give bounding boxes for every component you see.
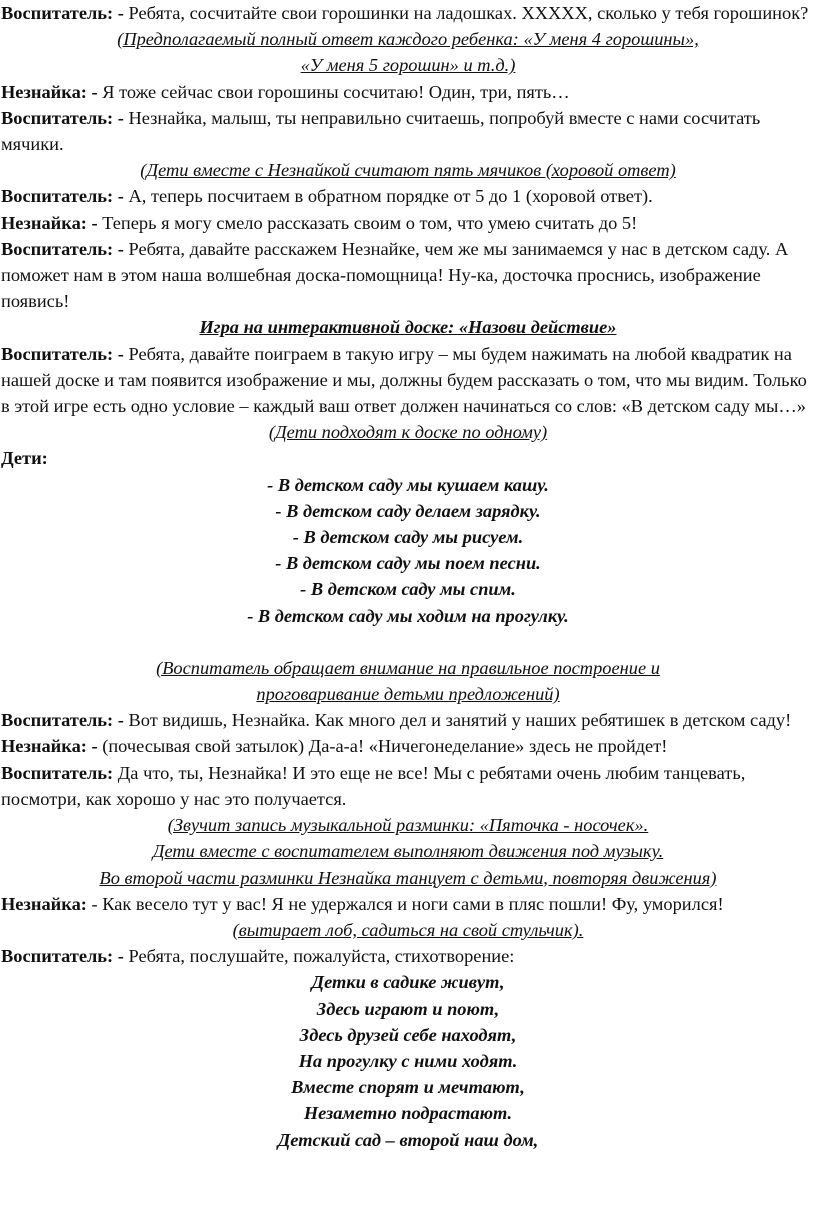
paragraph — [1, 943, 815, 969]
poem-line: Здесь друзей себе находят, — [299, 1024, 517, 1045]
kids-answer: - В детском саду мы спим. — [300, 579, 516, 600]
paragraph — [1, 79, 815, 105]
speaker-label: Воспитатель: - — [1, 3, 129, 23]
paragraph-text: А, теперь посчитаем в обратном порядке от 5 до 1 (хоровой ответ). — [128, 186, 653, 207]
paragraph — [1, 210, 815, 236]
poem-line: Здесь играют и поют, — [316, 998, 500, 1019]
speaker-label: Воспитатель: - — [1, 107, 129, 128]
kids-answer: - В детском саду мы ходим на прогулку. — [247, 605, 569, 626]
stage-note: (Дети подходят к доске по одному) — [268, 422, 548, 443]
speaker-label: Незнайка: — [1, 893, 87, 914]
poem-line: Незаметно подрастают. — [303, 1103, 513, 1124]
stage-note: (Предполагаемый полный ответ каждого ребенка: «У меня 4 горошины», — [117, 29, 699, 50]
stage-note: Во второй части разминки Незнайка танцует с детьми, повторяя движения) — [99, 867, 717, 888]
stage-note: «У меня 5 горошин» и т.д.) — [300, 55, 516, 76]
poem-line: Детский сад – второй наш дом, — [277, 1129, 539, 1150]
poem-line: На прогулку с ними ходят. — [298, 1050, 518, 1071]
paragraph-text: Теперь я могу смело рассказать своим о том, что умею считать до 5! — [102, 212, 638, 233]
game-title: Игра на интерактивной доске: «Назови действие» — [199, 317, 617, 338]
blank-line — [1, 629, 815, 655]
paragraph-text: Незнайка, малыш, ты неправильно считаешь, попробуй вместе с нами сосчитать мячики. — [1, 107, 761, 155]
poem-line: Детки в садике живут, — [311, 972, 505, 993]
paragraph — [1, 891, 815, 917]
paragraph-text: Ребята, давайте расскажем Незнайке, чем же мы занимаемся у нас в детском саду. А поможет нам в этом наша волшебная доска-помощница! Ну-ка, досточка проснись, изображение появись! — [1, 238, 789, 312]
stage-note: Дети вместе с воспитателем выполняют движения под музыку. — [152, 841, 664, 862]
paragraph-text: Ребята, сосчитайте свои горошинки на ладошках. ХХХХХ, сколько у тебя горошинок? — [128, 3, 809, 23]
speaker-label: Воспитатель: — [1, 762, 118, 783]
paragraph — [1, 341, 815, 420]
paragraph-text: - Как весело тут у вас! Я не удержался и ноги сами в пляс пошли! Фу, уморился! — [86, 893, 724, 914]
poem-line: Вместе спорят и мечтают, — [291, 1077, 525, 1098]
stage-note: (Звучит запись музыкальной разминки: «Пяточка - носочек». — [167, 815, 649, 836]
kids-answer: - В детском саду мы кушаем кашу. — [267, 474, 549, 495]
paragraph-text: Да что, ты, Незнайка! И это еще не все! Мы с ребятами очень любим танцевать, посмотри, как хорошо у нас это получается. — [1, 762, 746, 809]
paragraph-text: Я тоже сейчас свои горошины сосчитаю! Один, три, пять… — [102, 81, 570, 102]
kids-label: Дети: — [1, 448, 48, 469]
kids-answer: - В детском саду мы рисуем. — [292, 527, 524, 548]
paragraph-text: Ребята, послушайте, пожалуйста, стихотворение: — [128, 946, 515, 967]
speaker-label: Незнайка: - — [1, 212, 103, 233]
speaker-label: Воспитатель: - — [1, 343, 129, 364]
paragraph-text: (почесывая свой затылок) Да-а-а! «Ничегонеделание» здесь не пройдет! — [102, 736, 668, 757]
stage-note: (Дети вместе с Незнайкой считают пять мячиков (хоровой ответ) — [140, 160, 676, 181]
paragraph — [1, 707, 815, 733]
paragraph — [1, 733, 815, 759]
paragraph-text: Ребята, давайте поиграем в такую игру – мы будем нажимать на любой квадратик на нашей доске и там появится изображение и мы, должны будем рассказать о том, что мы видим. Только в этой игре есть одно условие – каждый ваш ответ должен начинаться со слов: «В детском саду мы…» — [1, 343, 807, 417]
paragraph — [1, 236, 815, 315]
speaker-label: Незнайка: - — [1, 81, 103, 102]
paragraph — [1, 760, 815, 812]
speaker-label: Воспитатель: - — [1, 946, 129, 967]
paragraph — [1, 105, 815, 157]
paragraph — [1, 0, 815, 26]
kids-answer: - В детском саду мы поем песни. — [275, 553, 541, 574]
paragraph-text: Вот видишь, Незнайка. Как много дел и занятий у наших ребятишек в детском саду! — [128, 710, 792, 731]
speaker-label: Воспитатель: - — [1, 186, 129, 207]
stage-note: проговаривание детьми предложений) — [256, 684, 560, 705]
speaker-label: Воспитатель: - — [1, 238, 129, 259]
stage-note: (Воспитатель обращает внимание на правильное построение и — [156, 657, 660, 678]
speaker-label: Воспитатель: - — [1, 710, 129, 731]
speaker-label: Незнайка: - — [1, 736, 103, 757]
stage-note: (вытирает лоб, садиться на свой стульчик). — [232, 919, 584, 940]
kids-answer: - В детском саду делаем зарядку. — [275, 500, 541, 521]
paragraph — [1, 183, 815, 209]
